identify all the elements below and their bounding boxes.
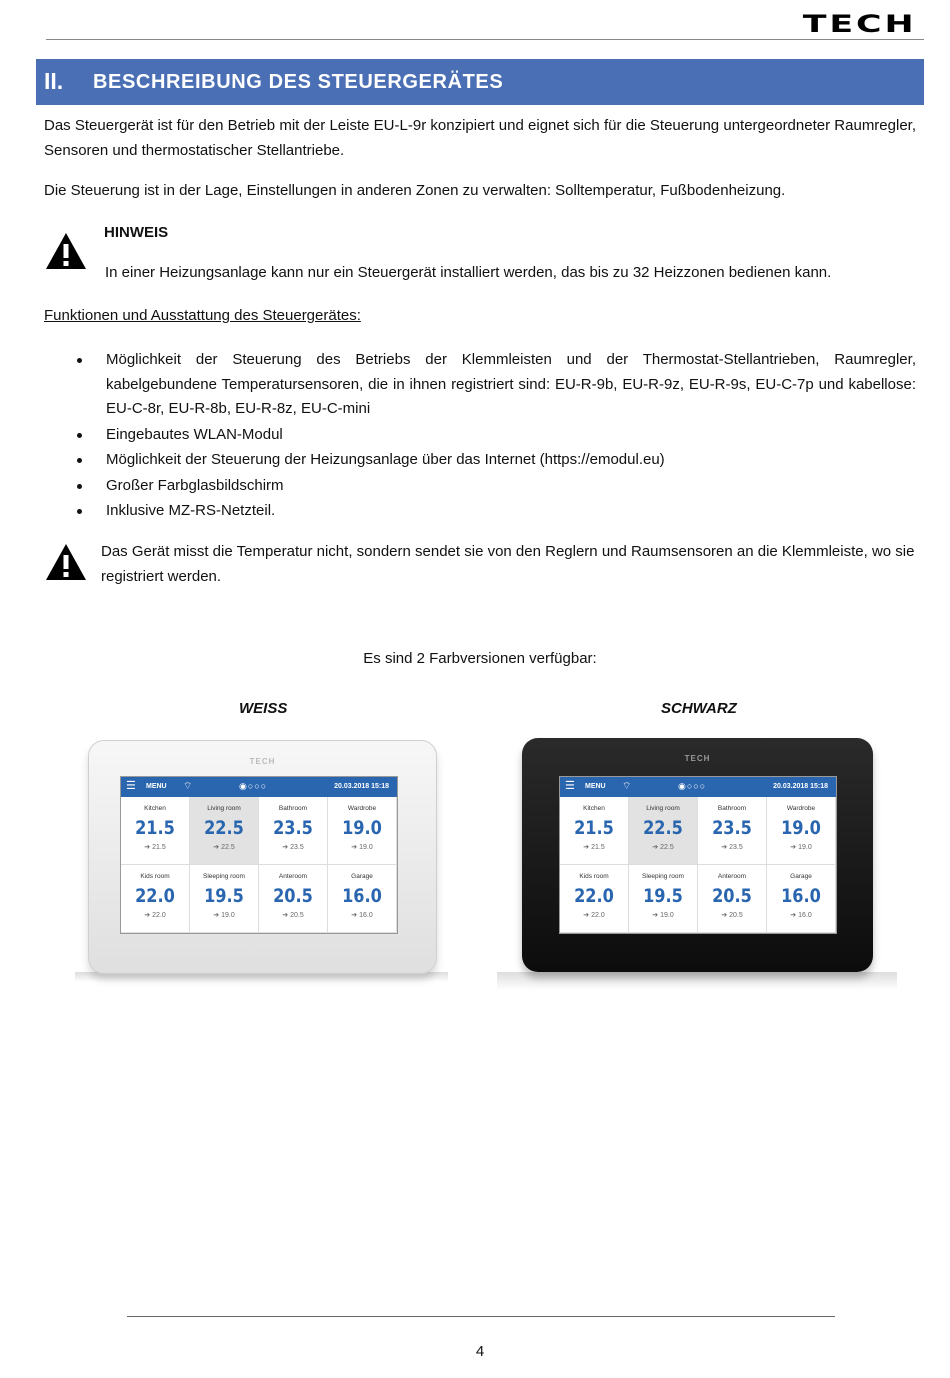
zone-grid (121, 797, 397, 933)
zone-tile: Living room 22.5 ➔ 22.5 (629, 797, 698, 865)
white-version-label: WEISS (239, 700, 288, 717)
features-heading: Funktionen und Ausstattung des Steuergerätes: (44, 307, 361, 324)
intro-paragraph-2: Die Steuerung ist in der Lage, Einstellungen in anderen Zonen zu verwalten: Solltemperatur, Fußbodenheizung. (44, 182, 786, 199)
bullet-icon (77, 433, 82, 438)
list-item: Möglichkeit der Steuerung des Betriebs der Klemmleisten und der Thermostat-Stellantrieben, Raumregler, kabelgebundene Temperatursensoren, die in ihnen registriert sind: EU-R-9b, EU-R-9z, EU-R-9s, EU-C-7p und kabellose: EU-C-8r, EU-R-8b, EU-R-8z, EU-C-mini (44, 348, 916, 422)
footer-divider (127, 1316, 835, 1317)
device-shadow (497, 972, 897, 990)
zone-tile: Anteroom 20.5 ➔ 20.5 (259, 865, 328, 933)
page-number: 4 (475, 1343, 485, 1360)
header-divider (46, 39, 924, 40)
zone-tile: Garage 16.0 ➔ 16.0 (328, 865, 397, 933)
section-number: II. (44, 68, 64, 94)
list-item: Eingebautes WLAN-Modul (44, 423, 916, 448)
wifi-icon: ⌔ (622, 781, 632, 792)
screen-top-bar (560, 777, 836, 797)
hinweis-text: In einer Heizungsanlage kann nur ein Steuergerät installiert werden, das bis zu 32 Heizzonen bedienen kann. (105, 264, 832, 281)
versions-intro: Es sind 2 Farbversionen verfügbar: (363, 650, 597, 667)
zone-tile: Wardrobe 19.0 ➔ 19.0 (328, 797, 397, 865)
menu-icon: ☰ (565, 780, 575, 792)
zone-tile: Living room 22.5 ➔ 22.5 (190, 797, 259, 865)
device-screen (559, 776, 837, 934)
black-version-label: SCHWARZ (661, 700, 737, 717)
section-banner (36, 59, 924, 105)
menu-label: MENU (146, 783, 167, 790)
list-item: Großer Farbglasbildschirm (44, 474, 916, 499)
screen-date: 20.03.2018 15:18 (334, 783, 389, 790)
zone-tile: Garage 16.0 ➔ 16.0 (767, 865, 836, 933)
bullet-icon (77, 458, 82, 463)
zone-tile: Wardrobe 19.0 ➔ 19.0 (767, 797, 836, 865)
screen-date: 20.03.2018 15:18 (773, 783, 828, 790)
list-item: Inklusive MZ-RS-Netzteil. (44, 499, 916, 524)
zone-tile: Kitchen 21.5 ➔ 21.5 (560, 797, 629, 865)
bullet-icon (77, 484, 82, 489)
device-screen (120, 776, 398, 934)
measurement-note: Das Gerät misst die Temperatur nicht, sondern sendet sie von den Reglern und Raumsensoren an die Klemmleiste, wo sie registriert werden. (101, 543, 915, 585)
zone-tile: Bathroom 23.5 ➔ 23.5 (259, 797, 328, 865)
zone-tile: Kitchen 21.5 ➔ 21.5 (121, 797, 190, 865)
device-logo: TECH (684, 754, 711, 763)
screen-top-bar (121, 777, 397, 797)
device-logo: TECH (249, 757, 276, 766)
menu-icon: ☰ (126, 780, 136, 792)
features-list (44, 348, 916, 525)
intro-paragraph-1: Das Steuergerät ist für den Betrieb mit der Leiste EU-L-9r konzipiert und eignet sich für die Steuerung untergeordneter Raumregler, Sensoren und thermostatischer Stellantriebe. (44, 117, 916, 159)
bullet-icon (77, 509, 82, 514)
menu-label: MENU (585, 783, 606, 790)
section-title: BESCHREIBUNG DES STEUERGERÄTES (93, 71, 504, 93)
zone-tile: Anteroom 20.5 ➔ 20.5 (698, 865, 767, 933)
tech-logo: TECH (802, 10, 916, 38)
warning-icon (45, 232, 87, 270)
white-device-image (88, 740, 437, 974)
zone-tile: Sleeping room 19.5 ➔ 19.0 (629, 865, 698, 933)
zone-tile: Sleeping room 19.5 ➔ 19.0 (190, 865, 259, 933)
zone-tile: Kids room 22.0 ➔ 22.0 (121, 865, 190, 933)
warning-icon (45, 543, 87, 581)
wifi-icon: ⌔ (183, 781, 193, 792)
hinweis-heading: HINWEIS (104, 224, 169, 241)
zone-grid (560, 797, 836, 933)
zone-tile: Kids room 22.0 ➔ 22.0 (560, 865, 629, 933)
bullet-icon (77, 358, 82, 363)
page-indicator: ◉○○○ (678, 781, 707, 791)
list-item: Möglichkeit der Steuerung der Heizungsanlage über das Internet (https://emodul.eu) (44, 448, 916, 473)
zone-tile: Bathroom 23.5 ➔ 23.5 (698, 797, 767, 865)
black-device-image (522, 738, 873, 972)
page-indicator: ◉○○○ (239, 781, 268, 791)
